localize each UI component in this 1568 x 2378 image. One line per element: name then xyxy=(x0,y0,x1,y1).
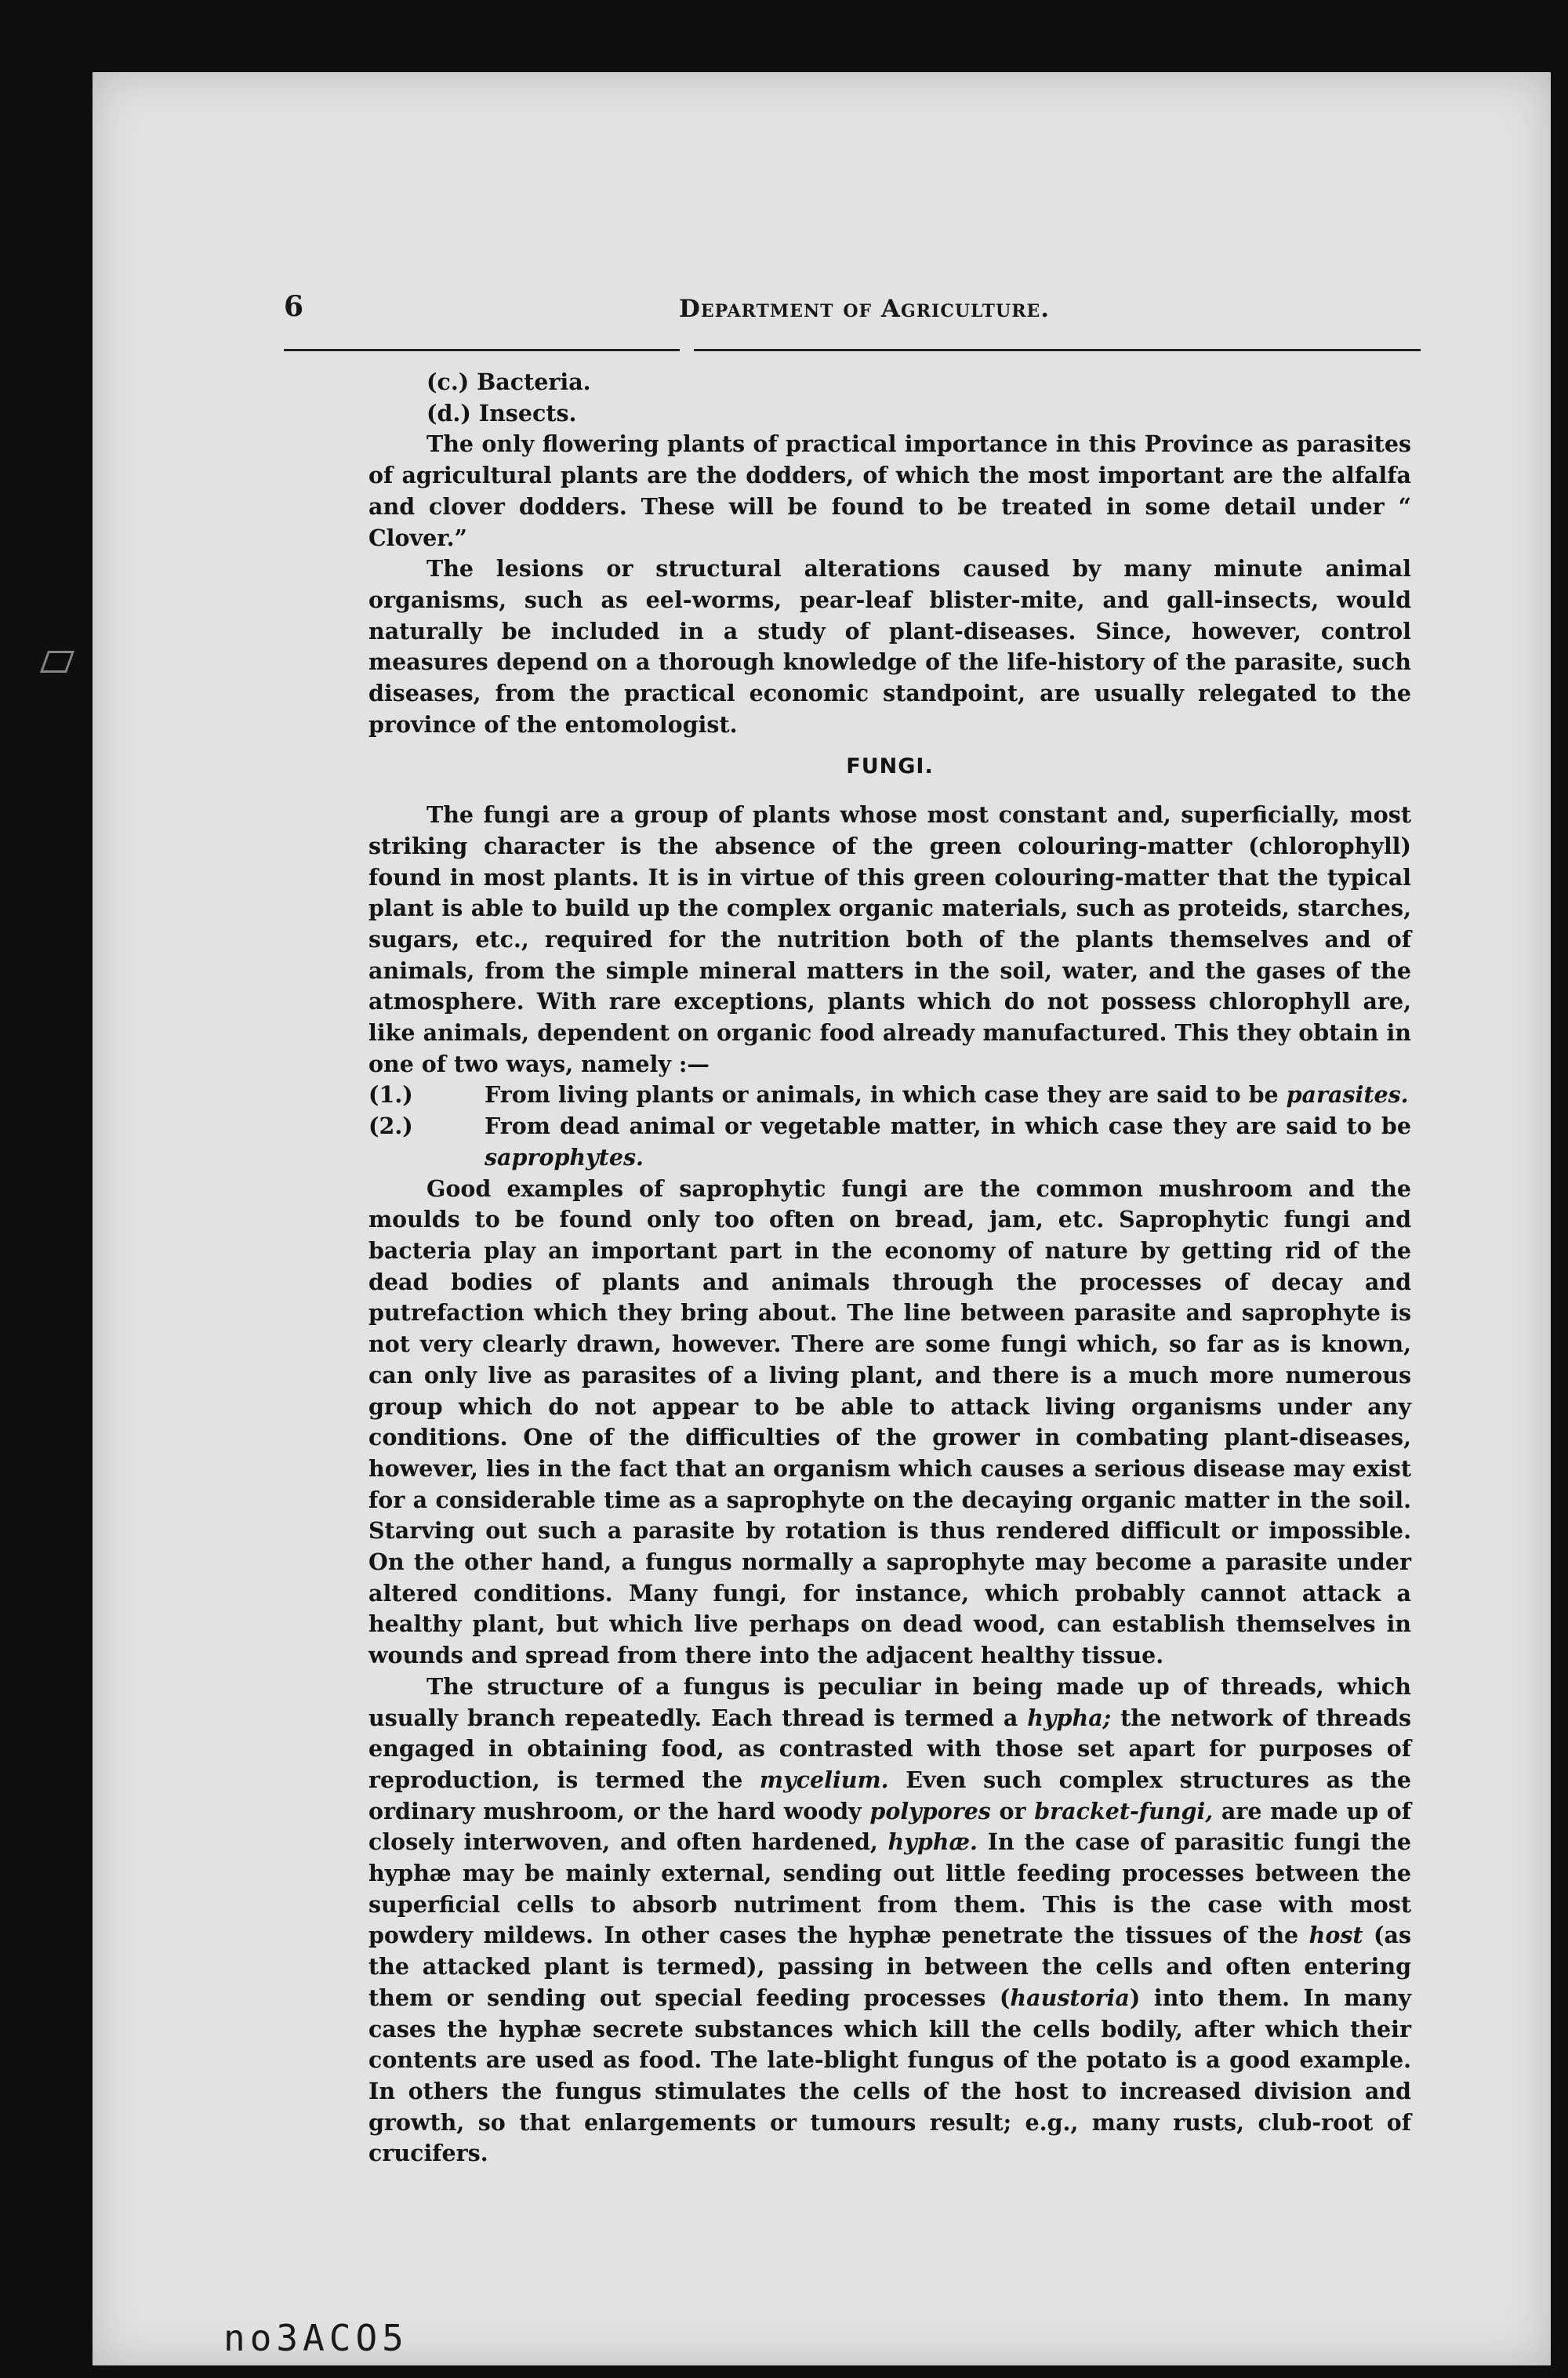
term-hypha: hypha; xyxy=(1027,1704,1112,1731)
text-run: The structure of a fungus is peculiar in being made up of threads, which usually branch repeatedly. Each thread is termed a xyxy=(368,1672,1411,1731)
term-parasites: parasites. xyxy=(1286,1081,1409,1109)
paragraph-fungi-intro: The fungi are a group of plants whose most constant and, superficially, most striking character is the absence of the green colouring-matter (chlorophyll) found in most plants. It is in virtue of this green colouring-matter that the typical plant is able to build up the complex organic materials, such as proteids, starches, sugars, etc., required for the nutrition both of the plants themselves and of animals, from the simple mineral matters in the soil, water, and the gases of the atmosphere. With rare exceptions, plants which do not possess chlorophyll are, like animals, dependent on organic food already manufactured. This they obtain in one of two ways, namely :— xyxy=(368,801,1411,1077)
list-text: From dead animal or vegetable matter, in which case they are said to be xyxy=(485,1113,1411,1140)
list-item-saprophytes xyxy=(368,1111,1411,1173)
text-run: In the case of parasitic fungi the hyphæ may be mainly external, sending out little feeding processes between the superficial cells to absorb nutriment from them. This is the case with most powdery mildews. In other cases the hyphæ penetrate the tissues of the xyxy=(368,1828,1411,1949)
text-run: are made up of closely interwoven, and often hardened, xyxy=(368,1797,1412,1856)
page-header xyxy=(284,290,1421,337)
list-item-parasites xyxy=(368,1080,1411,1111)
term-polypores: polypores xyxy=(869,1797,991,1824)
list-number: (2.) xyxy=(368,1113,413,1140)
term-bracket-fungi: bracket-fungi, xyxy=(1034,1797,1214,1824)
running-head: Department of Agriculture. xyxy=(679,295,1051,323)
margin-mark xyxy=(40,651,74,673)
term-haustoria: haustoria xyxy=(1010,1984,1130,2011)
text-run: Even such complex structures as the ordinary mushroom, or the hard woody xyxy=(368,1766,1411,1824)
list-number: (1.) xyxy=(368,1081,413,1109)
text-run: (as the attacked plant is termed), passing in between the cells and often entering them or sending out special feeding processes ( xyxy=(368,1922,1412,2011)
list-text: From living plants or animals, in which case they are said to be xyxy=(485,1081,1287,1109)
text-run: the network of threads engaged in obtaining food, as contrasted with those set apart for purposes of reproduction, is termed the xyxy=(368,1704,1411,1793)
paragraph-saprophytic-examples: Good examples of saprophytic fungi are the common mushroom and the moulds to be found only too often on bread, jam, etc. Saprophytic fungi and bacteria play an important part in the economy of nature by getting rid of the dead bodies of plants and animals through the processes of decay and putrefaction which they bring about. The line between parasite and saprophyte is not very clearly drawn, however. There are some fungi which, so far as is known, can only live as parasites of a living plant, and there is a much more numerous group which do not appear to be able to attack living organisms under any conditions. One of the difficulties of the grower in combating plant-diseases, however, lies in the fact that an organism which causes a serious disease may exist for a considerable time as a saprophyte on the decaying organic matter in the soil. Starving out such a parasite by rotation is thus rendered difficult or impossible. On the other hand, a fungus normally a saprophyte may become a parasite under altered conditions. Many fungi, for instance, which probably cannot attack a healthy plant, but which live perhaps on dead wood, can establish themselves in wounds and spread from there into the adjacent healthy tissue. xyxy=(368,1174,1411,1669)
text-run: ) into them. In many cases the hyphæ secrete substances which kill the cells bodily, after which their contents are used as food. The late-blight fungus of the potato is a good example. In others the fungus stimulates the cells of the host to increased division and growth, so that enlargements or tumours result; e.g., many rusts, club-root of crucifers. xyxy=(368,1984,1411,2167)
section-heading-fungi: FUNGI. xyxy=(846,754,934,779)
film-stamp: no3ACO5 xyxy=(223,2317,408,2359)
paragraph-fungus-structure xyxy=(368,1672,1411,2169)
list-item-d: (d.) Insects. xyxy=(426,399,577,427)
list-item-c: (c.) Bacteria. xyxy=(426,368,591,395)
paragraph-dodders: The only flowering plants of practical importance in this Province as parasites of agricultural plants are the dodders, of which the most important are the alfalfa and clover dodders. These will be found to be treated in some detail under “ Clover.” xyxy=(368,430,1411,551)
body-text xyxy=(368,367,1411,2169)
header-rule-right xyxy=(694,349,1421,351)
term-saprophytes: saprophytes. xyxy=(485,1143,644,1171)
term-host: host xyxy=(1308,1922,1363,1949)
page-number: 6 xyxy=(284,290,304,323)
header-rule-left xyxy=(284,349,680,351)
term-mycelium: mycelium. xyxy=(759,1766,889,1793)
paragraph-lesions: The lesions or structural alterations caused by many minute animal organisms, such as eel-worms, pear-leaf blister-mite, and gall-insects, would naturally be included in a study of plant-diseases. Since, however, control measures depend on a thorough knowledge of the life-history of the parasite, such diseases, from the practical economic standpoint, are usually relegated to the province of the entomologist. xyxy=(368,555,1411,738)
text-run: or xyxy=(990,1797,1035,1824)
term-hyphae: hyphæ. xyxy=(887,1828,978,1856)
